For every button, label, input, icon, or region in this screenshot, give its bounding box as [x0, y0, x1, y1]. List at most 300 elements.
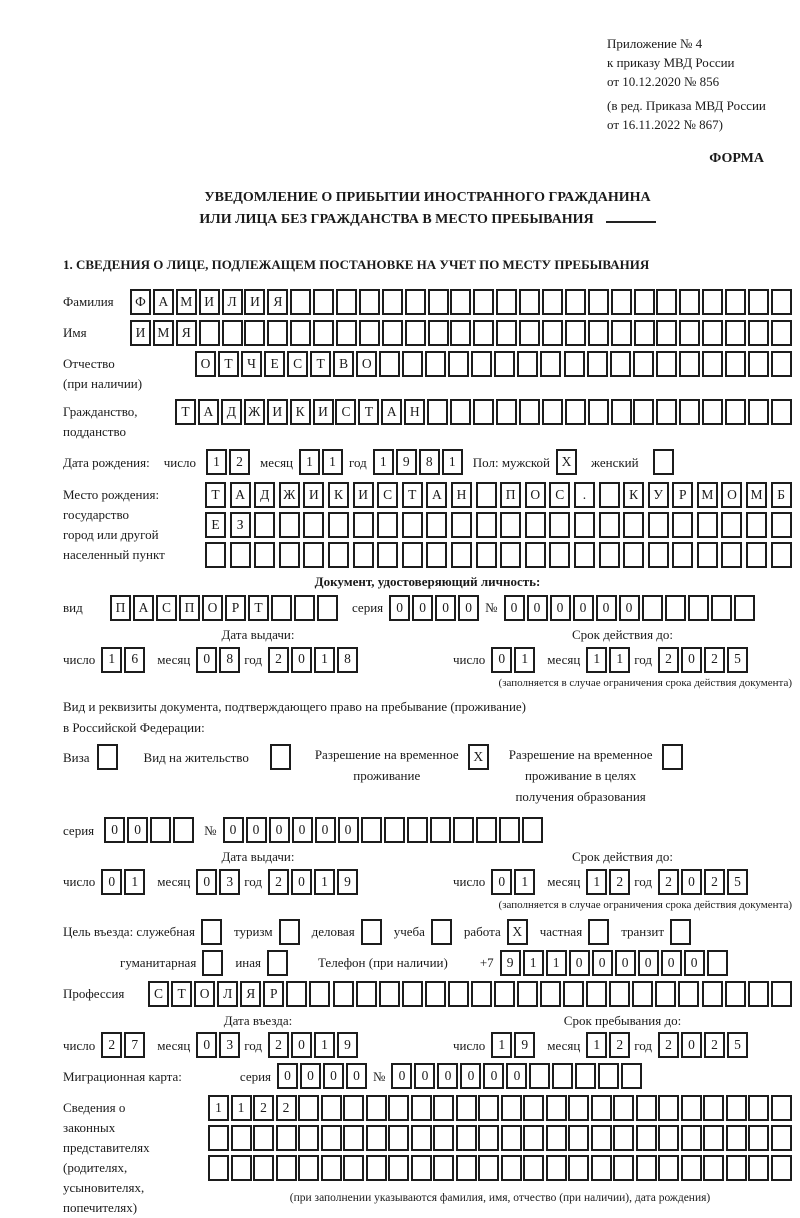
char-cell[interactable]: З — [230, 512, 251, 538]
char-cell[interactable]: Я — [176, 320, 197, 346]
purpose-study-checkbox[interactable] — [431, 919, 452, 945]
char-cell[interactable]: 1 — [314, 647, 335, 673]
char-cell[interactable] — [634, 320, 655, 346]
char-cell[interactable] — [726, 1125, 747, 1151]
char-cell[interactable] — [623, 542, 644, 568]
char-cell[interactable] — [542, 289, 563, 315]
char-cell[interactable] — [726, 1155, 747, 1181]
char-cell[interactable] — [711, 595, 732, 621]
char-cell[interactable] — [522, 817, 543, 843]
char-cell[interactable] — [679, 320, 700, 346]
char-cell[interactable]: К — [290, 399, 311, 425]
sex-male-checkbox[interactable]: X — [556, 449, 577, 475]
char-cell[interactable] — [384, 817, 405, 843]
char-cell[interactable] — [725, 320, 746, 346]
visa-checkbox[interactable] — [97, 744, 118, 770]
char-cell[interactable]: Н — [451, 482, 472, 508]
char-cell[interactable]: 1 — [206, 449, 227, 475]
char-cell[interactable]: С — [156, 595, 177, 621]
char-cell[interactable] — [523, 1095, 544, 1121]
char-cell[interactable] — [702, 320, 723, 346]
char-cell[interactable] — [517, 351, 538, 377]
char-cell[interactable] — [496, 289, 517, 315]
char-cell[interactable]: 0 — [437, 1063, 458, 1089]
char-cell[interactable] — [771, 1095, 792, 1121]
char-cell[interactable] — [588, 320, 609, 346]
char-cell[interactable] — [648, 512, 669, 538]
char-cell[interactable] — [379, 351, 400, 377]
char-cell[interactable] — [478, 1125, 499, 1151]
char-cell[interactable] — [450, 399, 471, 425]
char-cell[interactable] — [500, 542, 521, 568]
char-cell[interactable] — [679, 289, 700, 315]
char-cell[interactable]: П — [179, 595, 200, 621]
char-cell[interactable]: 0 — [684, 950, 705, 976]
char-cell[interactable] — [298, 1155, 319, 1181]
char-cell[interactable]: 0 — [412, 595, 433, 621]
char-cell[interactable]: 7 — [124, 1032, 145, 1058]
char-cell[interactable] — [276, 1125, 297, 1151]
char-cell[interactable]: 0 — [315, 817, 336, 843]
char-cell[interactable] — [450, 289, 471, 315]
char-cell[interactable] — [540, 351, 561, 377]
char-cell[interactable] — [591, 1095, 612, 1121]
char-cell[interactable] — [721, 512, 742, 538]
char-cell[interactable] — [679, 399, 700, 425]
char-cell[interactable]: И — [303, 482, 324, 508]
char-cell[interactable] — [672, 542, 693, 568]
char-cell[interactable]: Е — [205, 512, 226, 538]
char-cell[interactable]: 0 — [550, 595, 571, 621]
char-cell[interactable] — [451, 512, 472, 538]
char-cell[interactable] — [496, 399, 517, 425]
char-cell[interactable] — [290, 320, 311, 346]
char-cell[interactable] — [333, 981, 354, 1007]
char-cell[interactable] — [703, 1155, 724, 1181]
char-cell[interactable] — [658, 1095, 679, 1121]
char-cell[interactable]: 0 — [491, 869, 512, 895]
char-cell[interactable]: С — [148, 981, 169, 1007]
char-cell[interactable] — [328, 512, 349, 538]
char-cell[interactable] — [478, 1155, 499, 1181]
char-cell[interactable]: 2 — [276, 1095, 297, 1121]
char-cell[interactable]: 0 — [269, 817, 290, 843]
char-cell[interactable]: Т — [175, 399, 196, 425]
char-cell[interactable] — [298, 1095, 319, 1121]
char-cell[interactable] — [456, 1125, 477, 1151]
char-cell[interactable] — [382, 320, 403, 346]
char-cell[interactable]: 0 — [596, 595, 617, 621]
char-cell[interactable] — [494, 351, 515, 377]
char-cell[interactable] — [303, 542, 324, 568]
char-cell[interactable]: 9 — [500, 950, 521, 976]
char-cell[interactable] — [702, 399, 723, 425]
char-cell[interactable] — [253, 1155, 274, 1181]
char-cell[interactable] — [428, 289, 449, 315]
purpose-other-checkbox[interactable] — [267, 950, 288, 976]
char-cell[interactable]: М — [746, 482, 767, 508]
purpose-work-checkbox[interactable]: X — [507, 919, 528, 945]
char-cell[interactable]: Т — [310, 351, 331, 377]
char-cell[interactable]: 0 — [460, 1063, 481, 1089]
char-cell[interactable]: 1 — [514, 869, 535, 895]
char-cell[interactable]: 1 — [208, 1095, 229, 1121]
char-cell[interactable] — [411, 1155, 432, 1181]
char-cell[interactable] — [771, 512, 792, 538]
char-cell[interactable] — [448, 981, 469, 1007]
purpose-business-checkbox[interactable] — [361, 919, 382, 945]
char-cell[interactable]: 1 — [314, 869, 335, 895]
char-cell[interactable]: 1 — [373, 449, 394, 475]
char-cell[interactable]: А — [381, 399, 402, 425]
char-cell[interactable]: И — [313, 399, 334, 425]
char-cell[interactable]: 0 — [483, 1063, 504, 1089]
char-cell[interactable] — [231, 1155, 252, 1181]
char-cell[interactable]: 1 — [546, 950, 567, 976]
char-cell[interactable] — [702, 981, 723, 1007]
char-cell[interactable] — [688, 595, 709, 621]
char-cell[interactable]: Л — [217, 981, 238, 1007]
char-cell[interactable]: О — [721, 482, 742, 508]
char-cell[interactable] — [496, 320, 517, 346]
char-cell[interactable] — [681, 1155, 702, 1181]
char-cell[interactable] — [725, 399, 746, 425]
char-cell[interactable] — [574, 542, 595, 568]
purpose-private-checkbox[interactable] — [588, 919, 609, 945]
char-cell[interactable]: 2 — [268, 869, 289, 895]
char-cell[interactable]: 0 — [391, 1063, 412, 1089]
char-cell[interactable]: О — [194, 981, 215, 1007]
char-cell[interactable] — [636, 1125, 657, 1151]
char-cell[interactable] — [613, 1095, 634, 1121]
char-cell[interactable]: 8 — [219, 647, 240, 673]
char-cell[interactable] — [476, 542, 497, 568]
char-cell[interactable] — [519, 320, 540, 346]
char-cell[interactable]: 2 — [658, 647, 679, 673]
char-cell[interactable]: 0 — [681, 1032, 702, 1058]
char-cell[interactable]: 1 — [231, 1095, 252, 1121]
char-cell[interactable] — [294, 595, 315, 621]
char-cell[interactable] — [748, 1125, 769, 1151]
char-cell[interactable] — [546, 1125, 567, 1151]
char-cell[interactable] — [598, 1063, 619, 1089]
char-cell[interactable]: К — [623, 482, 644, 508]
char-cell[interactable] — [298, 1125, 319, 1151]
char-cell[interactable] — [343, 1155, 364, 1181]
char-cell[interactable] — [267, 320, 288, 346]
char-cell[interactable] — [613, 1155, 634, 1181]
char-cell[interactable] — [678, 981, 699, 1007]
char-cell[interactable] — [271, 595, 292, 621]
char-cell[interactable] — [321, 1125, 342, 1151]
char-cell[interactable]: Д — [254, 482, 275, 508]
char-cell[interactable]: 0 — [661, 950, 682, 976]
char-cell[interactable]: 0 — [569, 950, 590, 976]
char-cell[interactable] — [697, 512, 718, 538]
char-cell[interactable] — [405, 289, 426, 315]
char-cell[interactable]: 3 — [219, 1032, 240, 1058]
char-cell[interactable] — [382, 289, 403, 315]
char-cell[interactable] — [366, 1095, 387, 1121]
char-cell[interactable]: 2 — [229, 449, 250, 475]
char-cell[interactable] — [568, 1155, 589, 1181]
char-cell[interactable] — [523, 1155, 544, 1181]
char-cell[interactable] — [476, 512, 497, 538]
char-cell[interactable] — [564, 351, 585, 377]
char-cell[interactable] — [402, 512, 423, 538]
char-cell[interactable] — [519, 399, 540, 425]
char-cell[interactable] — [748, 351, 769, 377]
temp-residence-edu-checkbox[interactable] — [662, 744, 683, 770]
char-cell[interactable]: 2 — [609, 869, 630, 895]
char-cell[interactable] — [433, 1125, 454, 1151]
char-cell[interactable]: 0 — [323, 1063, 344, 1089]
char-cell[interactable] — [599, 482, 620, 508]
char-cell[interactable]: 0 — [506, 1063, 527, 1089]
char-cell[interactable]: 1 — [586, 647, 607, 673]
char-cell[interactable] — [430, 817, 451, 843]
char-cell[interactable] — [525, 512, 546, 538]
char-cell[interactable] — [568, 1125, 589, 1151]
char-cell[interactable] — [494, 981, 515, 1007]
char-cell[interactable]: И — [244, 289, 265, 315]
char-cell[interactable] — [574, 512, 595, 538]
char-cell[interactable] — [588, 289, 609, 315]
purpose-tourism-checkbox[interactable] — [279, 919, 300, 945]
char-cell[interactable]: Р — [672, 482, 693, 508]
char-cell[interactable]: А — [153, 289, 174, 315]
char-cell[interactable]: О — [356, 351, 377, 377]
char-cell[interactable] — [517, 981, 538, 1007]
char-cell[interactable] — [565, 399, 586, 425]
char-cell[interactable] — [231, 1125, 252, 1151]
char-cell[interactable] — [313, 320, 334, 346]
char-cell[interactable] — [411, 1125, 432, 1151]
char-cell[interactable]: Я — [267, 289, 288, 315]
char-cell[interactable] — [244, 320, 265, 346]
char-cell[interactable]: 2 — [658, 869, 679, 895]
char-cell[interactable] — [205, 542, 226, 568]
char-cell[interactable] — [613, 1125, 634, 1151]
char-cell[interactable] — [656, 289, 677, 315]
char-cell[interactable] — [588, 399, 609, 425]
char-cell[interactable] — [388, 1095, 409, 1121]
char-cell[interactable]: 5 — [727, 1032, 748, 1058]
char-cell[interactable] — [290, 289, 311, 315]
char-cell[interactable] — [473, 289, 494, 315]
char-cell[interactable] — [499, 817, 520, 843]
char-cell[interactable]: 2 — [609, 1032, 630, 1058]
char-cell[interactable]: 3 — [219, 869, 240, 895]
char-cell[interactable] — [672, 512, 693, 538]
char-cell[interactable]: 0 — [338, 817, 359, 843]
char-cell[interactable] — [642, 595, 663, 621]
char-cell[interactable] — [425, 981, 446, 1007]
char-cell[interactable] — [471, 351, 492, 377]
char-cell[interactable]: 0 — [196, 647, 217, 673]
char-cell[interactable] — [568, 1095, 589, 1121]
char-cell[interactable]: 0 — [458, 595, 479, 621]
char-cell[interactable] — [771, 542, 792, 568]
char-cell[interactable] — [725, 351, 746, 377]
char-cell[interactable]: 1 — [586, 1032, 607, 1058]
char-cell[interactable] — [633, 351, 654, 377]
char-cell[interactable] — [587, 351, 608, 377]
char-cell[interactable] — [456, 1155, 477, 1181]
char-cell[interactable]: А — [426, 482, 447, 508]
char-cell[interactable] — [591, 1125, 612, 1151]
char-cell[interactable] — [525, 542, 546, 568]
char-cell[interactable] — [254, 512, 275, 538]
char-cell[interactable] — [356, 981, 377, 1007]
char-cell[interactable]: 0 — [527, 595, 548, 621]
char-cell[interactable] — [476, 817, 497, 843]
char-cell[interactable]: 2 — [101, 1032, 122, 1058]
char-cell[interactable] — [746, 542, 767, 568]
char-cell[interactable] — [633, 399, 654, 425]
char-cell[interactable] — [426, 542, 447, 568]
temp-residence-checkbox[interactable]: X — [468, 744, 489, 770]
char-cell[interactable] — [173, 817, 194, 843]
char-cell[interactable]: М — [697, 482, 718, 508]
char-cell[interactable]: П — [500, 482, 521, 508]
char-cell[interactable]: 1 — [101, 647, 122, 673]
char-cell[interactable]: Т — [171, 981, 192, 1007]
char-cell[interactable] — [500, 512, 521, 538]
char-cell[interactable]: О — [195, 351, 216, 377]
char-cell[interactable] — [427, 399, 448, 425]
char-cell[interactable] — [599, 542, 620, 568]
char-cell[interactable]: 1 — [586, 869, 607, 895]
char-cell[interactable]: Т — [248, 595, 269, 621]
char-cell[interactable]: 0 — [291, 647, 312, 673]
char-cell[interactable] — [448, 351, 469, 377]
char-cell[interactable] — [388, 1155, 409, 1181]
char-cell[interactable]: 0 — [414, 1063, 435, 1089]
char-cell[interactable] — [309, 981, 330, 1007]
char-cell[interactable]: Т — [358, 399, 379, 425]
char-cell[interactable] — [276, 1155, 297, 1181]
char-cell[interactable] — [411, 1095, 432, 1121]
char-cell[interactable]: 9 — [514, 1032, 535, 1058]
char-cell[interactable]: Н — [404, 399, 425, 425]
char-cell[interactable]: 0 — [615, 950, 636, 976]
char-cell[interactable]: 0 — [681, 869, 702, 895]
char-cell[interactable]: 0 — [389, 595, 410, 621]
char-cell[interactable] — [656, 351, 677, 377]
purpose-humanitarian-checkbox[interactable] — [202, 950, 223, 976]
char-cell[interactable]: 1 — [299, 449, 320, 475]
char-cell[interactable]: 2 — [268, 647, 289, 673]
char-cell[interactable] — [279, 542, 300, 568]
char-cell[interactable] — [546, 1095, 567, 1121]
char-cell[interactable]: 9 — [396, 449, 417, 475]
char-cell[interactable] — [655, 981, 676, 1007]
char-cell[interactable] — [150, 817, 171, 843]
char-cell[interactable] — [222, 320, 243, 346]
char-cell[interactable] — [425, 351, 446, 377]
char-cell[interactable] — [611, 289, 632, 315]
char-cell[interactable] — [549, 542, 570, 568]
char-cell[interactable] — [725, 289, 746, 315]
char-cell[interactable] — [253, 1125, 274, 1151]
char-cell[interactable] — [726, 1095, 747, 1121]
char-cell[interactable] — [501, 1125, 522, 1151]
char-cell[interactable] — [542, 399, 563, 425]
char-cell[interactable]: 0 — [196, 869, 217, 895]
char-cell[interactable] — [632, 981, 653, 1007]
char-cell[interactable] — [377, 512, 398, 538]
char-cell[interactable]: 2 — [253, 1095, 274, 1121]
char-cell[interactable] — [230, 542, 251, 568]
char-cell[interactable] — [681, 1095, 702, 1121]
char-cell[interactable] — [428, 320, 449, 346]
char-cell[interactable] — [610, 351, 631, 377]
char-cell[interactable]: 9 — [337, 1032, 358, 1058]
char-cell[interactable] — [523, 1125, 544, 1151]
char-cell[interactable] — [542, 320, 563, 346]
char-cell[interactable]: 0 — [246, 817, 267, 843]
char-cell[interactable]: 0 — [291, 869, 312, 895]
char-cell[interactable]: 0 — [291, 1032, 312, 1058]
char-cell[interactable] — [501, 1095, 522, 1121]
char-cell[interactable]: Т — [205, 482, 226, 508]
char-cell[interactable]: 2 — [704, 1032, 725, 1058]
char-cell[interactable] — [771, 1125, 792, 1151]
char-cell[interactable] — [328, 542, 349, 568]
char-cell[interactable]: 5 — [727, 647, 748, 673]
char-cell[interactable] — [748, 1155, 769, 1181]
char-cell[interactable]: 0 — [223, 817, 244, 843]
char-cell[interactable] — [575, 1063, 596, 1089]
char-cell[interactable] — [658, 1155, 679, 1181]
char-cell[interactable] — [343, 1095, 364, 1121]
char-cell[interactable] — [208, 1125, 229, 1151]
char-cell[interactable]: Л — [222, 289, 243, 315]
char-cell[interactable]: . — [574, 482, 595, 508]
char-cell[interactable]: Б — [771, 482, 792, 508]
char-cell[interactable] — [473, 399, 494, 425]
char-cell[interactable] — [721, 542, 742, 568]
char-cell[interactable] — [591, 1155, 612, 1181]
char-cell[interactable]: Е — [264, 351, 285, 377]
char-cell[interactable]: И — [199, 289, 220, 315]
char-cell[interactable] — [565, 289, 586, 315]
char-cell[interactable] — [405, 320, 426, 346]
char-cell[interactable] — [609, 981, 630, 1007]
char-cell[interactable]: 1 — [314, 1032, 335, 1058]
char-cell[interactable]: 0 — [619, 595, 640, 621]
char-cell[interactable]: О — [202, 595, 223, 621]
char-cell[interactable] — [407, 817, 428, 843]
char-cell[interactable]: О — [525, 482, 546, 508]
char-cell[interactable] — [771, 289, 792, 315]
char-cell[interactable] — [734, 595, 755, 621]
char-cell[interactable] — [336, 320, 357, 346]
char-cell[interactable]: А — [198, 399, 219, 425]
char-cell[interactable]: 0 — [491, 647, 512, 673]
char-cell[interactable] — [771, 399, 792, 425]
char-cell[interactable]: 2 — [704, 647, 725, 673]
char-cell[interactable] — [343, 1125, 364, 1151]
char-cell[interactable]: 2 — [658, 1032, 679, 1058]
char-cell[interactable]: 1 — [322, 449, 343, 475]
char-cell[interactable]: Ч — [241, 351, 262, 377]
char-cell[interactable]: 0 — [681, 647, 702, 673]
char-cell[interactable]: 9 — [337, 869, 358, 895]
char-cell[interactable] — [681, 1125, 702, 1151]
char-cell[interactable]: 8 — [337, 647, 358, 673]
